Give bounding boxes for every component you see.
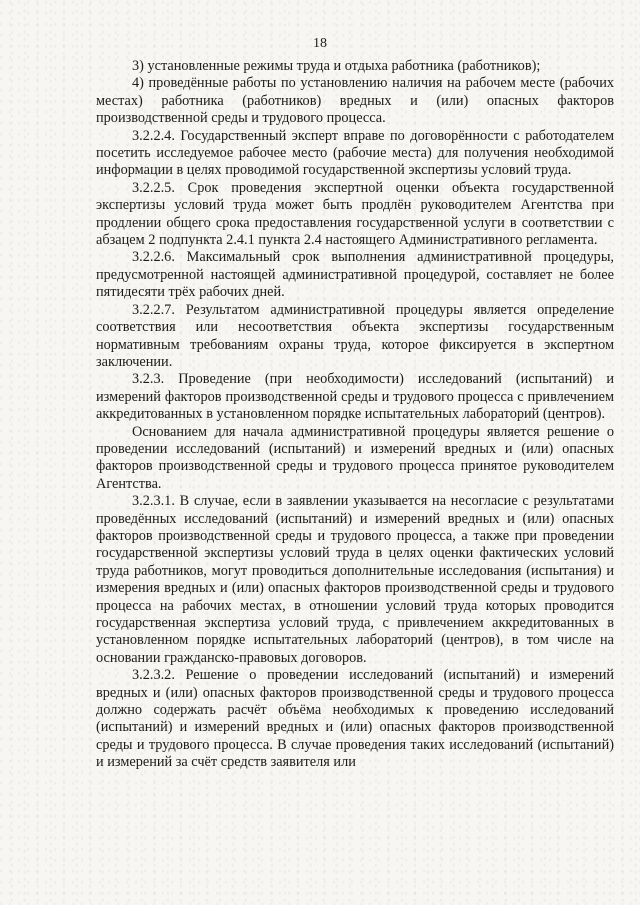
paragraph-3-2-3: 3.2.3. Проведение (при необходимости) исследований (испытаний) и измерений факторов производственной среды и трудового процесса с привлечением аккредитованных в установленном порядке испытательных лабораторий (центров). xyxy=(96,371,614,423)
paragraph-item-4: 4) проведённые работы по установлению наличия на рабочем месте (рабочих местах) работника (работников) вредных и (или) опасных факторов производственной среды и трудового процесса. xyxy=(96,75,614,127)
paragraph-3-2-2-6: 3.2.2.6. Максимальный срок выполнения административной процедуры, предусмотренной настоящей административной процедурой, составляет не более пятидесяти трёх рабочих дней. xyxy=(96,249,614,301)
paragraph-basis: Основанием для начала административной процедуры является решение о проведении исследований (испытаний) и измерений вредных и (или) опасных факторов производственной среды и трудового процесса принятое руководителем Агентства. xyxy=(96,423,614,492)
paragraph-3-2-3-1: 3.2.3.1. В случае, если в заявлении указывается на несогласие с результатами проведённых исследований (испытаний) и измерений вредных и (или) опасных факторов производственной среды и трудового процесса, а также при проведении государственной экспертизы условий труда в целях оценки фактических условий труда работников, могут проводиться дополнительные исследования (испытания) и измерения вредных и (или) опасных факторов производственной среды и трудового процесса на рабочих местах, в отношении условий труда которых проводится государственная экспертиза условий труда, с привлечением аккредитованных в установленном порядке испытательных лабораторий (центров), в том числе на основании гражданско-правовых договоров. xyxy=(96,493,614,666)
page-number: 18 xyxy=(313,36,327,51)
paragraph-item-3: 3) установленные режимы труда и отдыха работника (работников); xyxy=(132,58,541,74)
paragraph-3-2-2-4: 3.2.2.4. Государственный эксперт вправе по договорённости с работодателем посетить исследуемое рабочее место (рабочие места) для получения необходимой информации в целях проводимой государственной экспертизы условий труда. xyxy=(96,127,614,179)
paragraph-3-2-3-2: 3.2.3.2. Решение о проведении исследований (испытаний) и измерений вредных и (или) опасных факторов производственной среды и трудового процесса должно содержать расчёт объёма необходимых к проведению исследований (испытаний) и измерений вредных и (или) опасных факторов производственной среды и трудового процесса. В случае проведения таких исследований (испытаний) и измерений за счёт средств заявителя или xyxy=(96,667,614,771)
document-body xyxy=(96,58,614,772)
paragraph-3-2-2-5: 3.2.2.5. Срок проведения экспертной оценки объекта государственной экспертизы условий труда может быть продлён руководителем Агентства при продлении общего срока предоставления государственной услуги в соответствии с абзацем 2 подпункта 2.4.1 пункта 2.4 настоящего Административного регламента. xyxy=(96,179,614,249)
paragraph-3-2-2-7: 3.2.2.7. Результатом административной процедуры является определение соответствия или несоответствия объекта экспертизы государственным нормативным требованиям охраны труда, которое фиксируется в экспертном заключении. xyxy=(96,301,614,370)
